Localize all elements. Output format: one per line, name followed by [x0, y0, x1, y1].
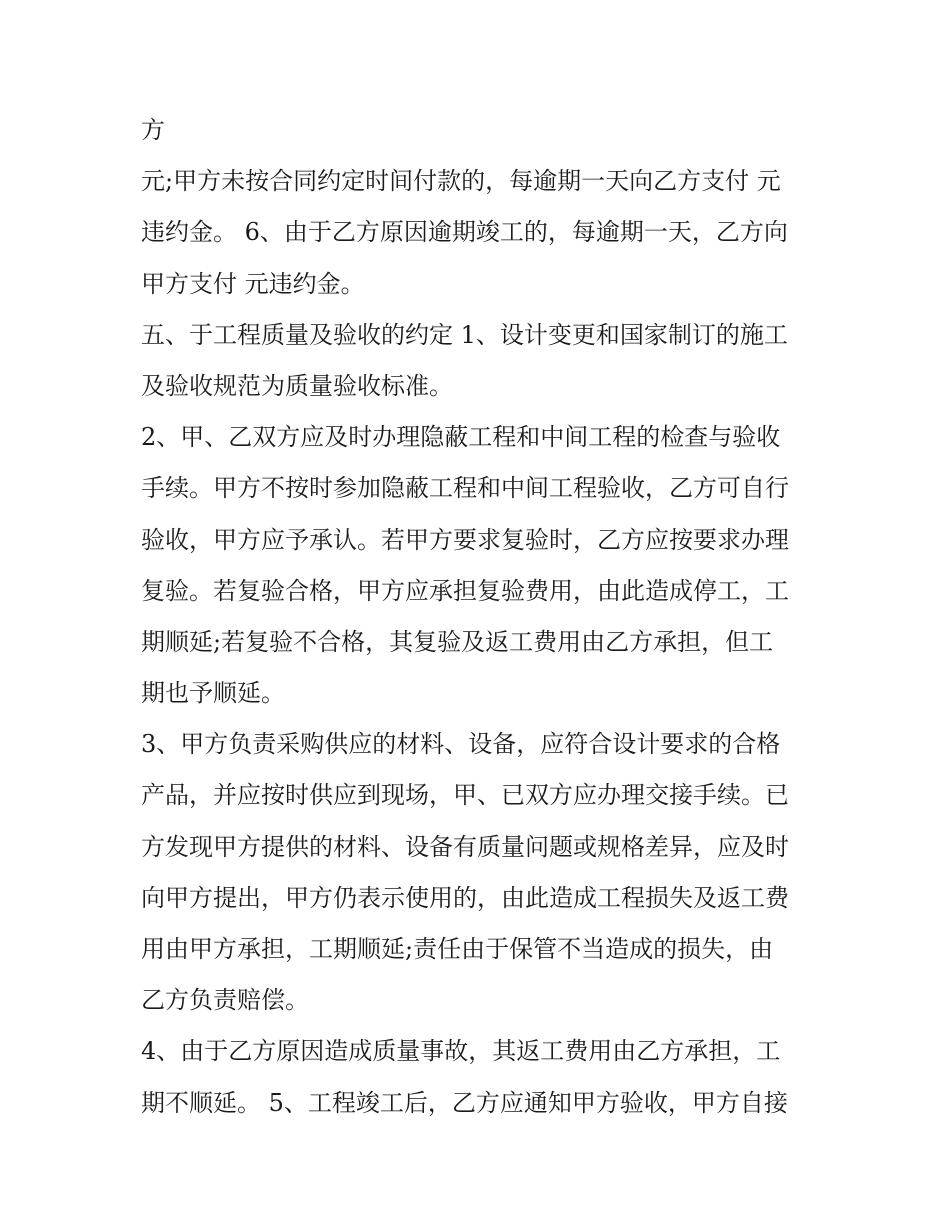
text-line: 乙方负责赔偿。 [141, 986, 309, 1015]
text-line: 向甲方提出，甲方仍表示使用的，由此造成工程损失及返工费 [141, 883, 789, 912]
text-line: 及验收规范为质量验收标准。 [141, 371, 453, 400]
text-line: 方发现甲方提供的材料、设备有质量问题或规格差异，应及时 [141, 832, 789, 861]
text-line: 产品，并应按时供应到现场，甲、已双方应办理交接手续。已 [141, 781, 789, 810]
text-line: 五、于工程质量及验收的约定 1、设计变更和国家制订的施工 [141, 320, 788, 349]
text-line: 元;甲方未按合同约定时间付款的，每逾期一天向乙方支付 元 [141, 167, 781, 196]
text-line: 期顺延;若复验不合格，其复验及返工费用由乙方承担，但工 [141, 627, 774, 656]
text-line: 方 [141, 116, 165, 144]
text-line: 验收，甲方应予承认。若甲方要求复验时，乙方应按要求办理 [141, 525, 789, 554]
text-line: 4、由于乙方原因造成质量事故，其返工费用由乙方承担，工 [141, 1037, 781, 1066]
text-line: 用由甲方承担，工期顺延;责任由于保管不当造成的损失，由 [141, 935, 774, 963]
document-body [141, 105, 821, 1129]
text-line: 违约金。 6、由于乙方原因逾期竣工的，每逾期一天，乙方向 [141, 218, 788, 247]
text-line: 期不顺延。 5、工程竣工后，乙方应通知甲方验收，甲方自接 [141, 1088, 788, 1117]
text-line: 复验。若复验合格，甲方应承担复验费用，由此造成停工，工 [141, 576, 789, 605]
text-line: 手续。甲方不按时参加隐蔽工程和中间工程验收，乙方可自行 [141, 474, 789, 503]
text-line: 甲方支付 元违约金。 [141, 269, 365, 298]
text-line: 2、甲、乙双方应及时办理隐蔽工程和中间工程的检查与验收 [141, 423, 781, 452]
text-line: 期也予顺延。 [141, 679, 285, 708]
text-line: 3、甲方负责采购供应的材料、设备，应符合设计要求的合格 [141, 730, 781, 759]
